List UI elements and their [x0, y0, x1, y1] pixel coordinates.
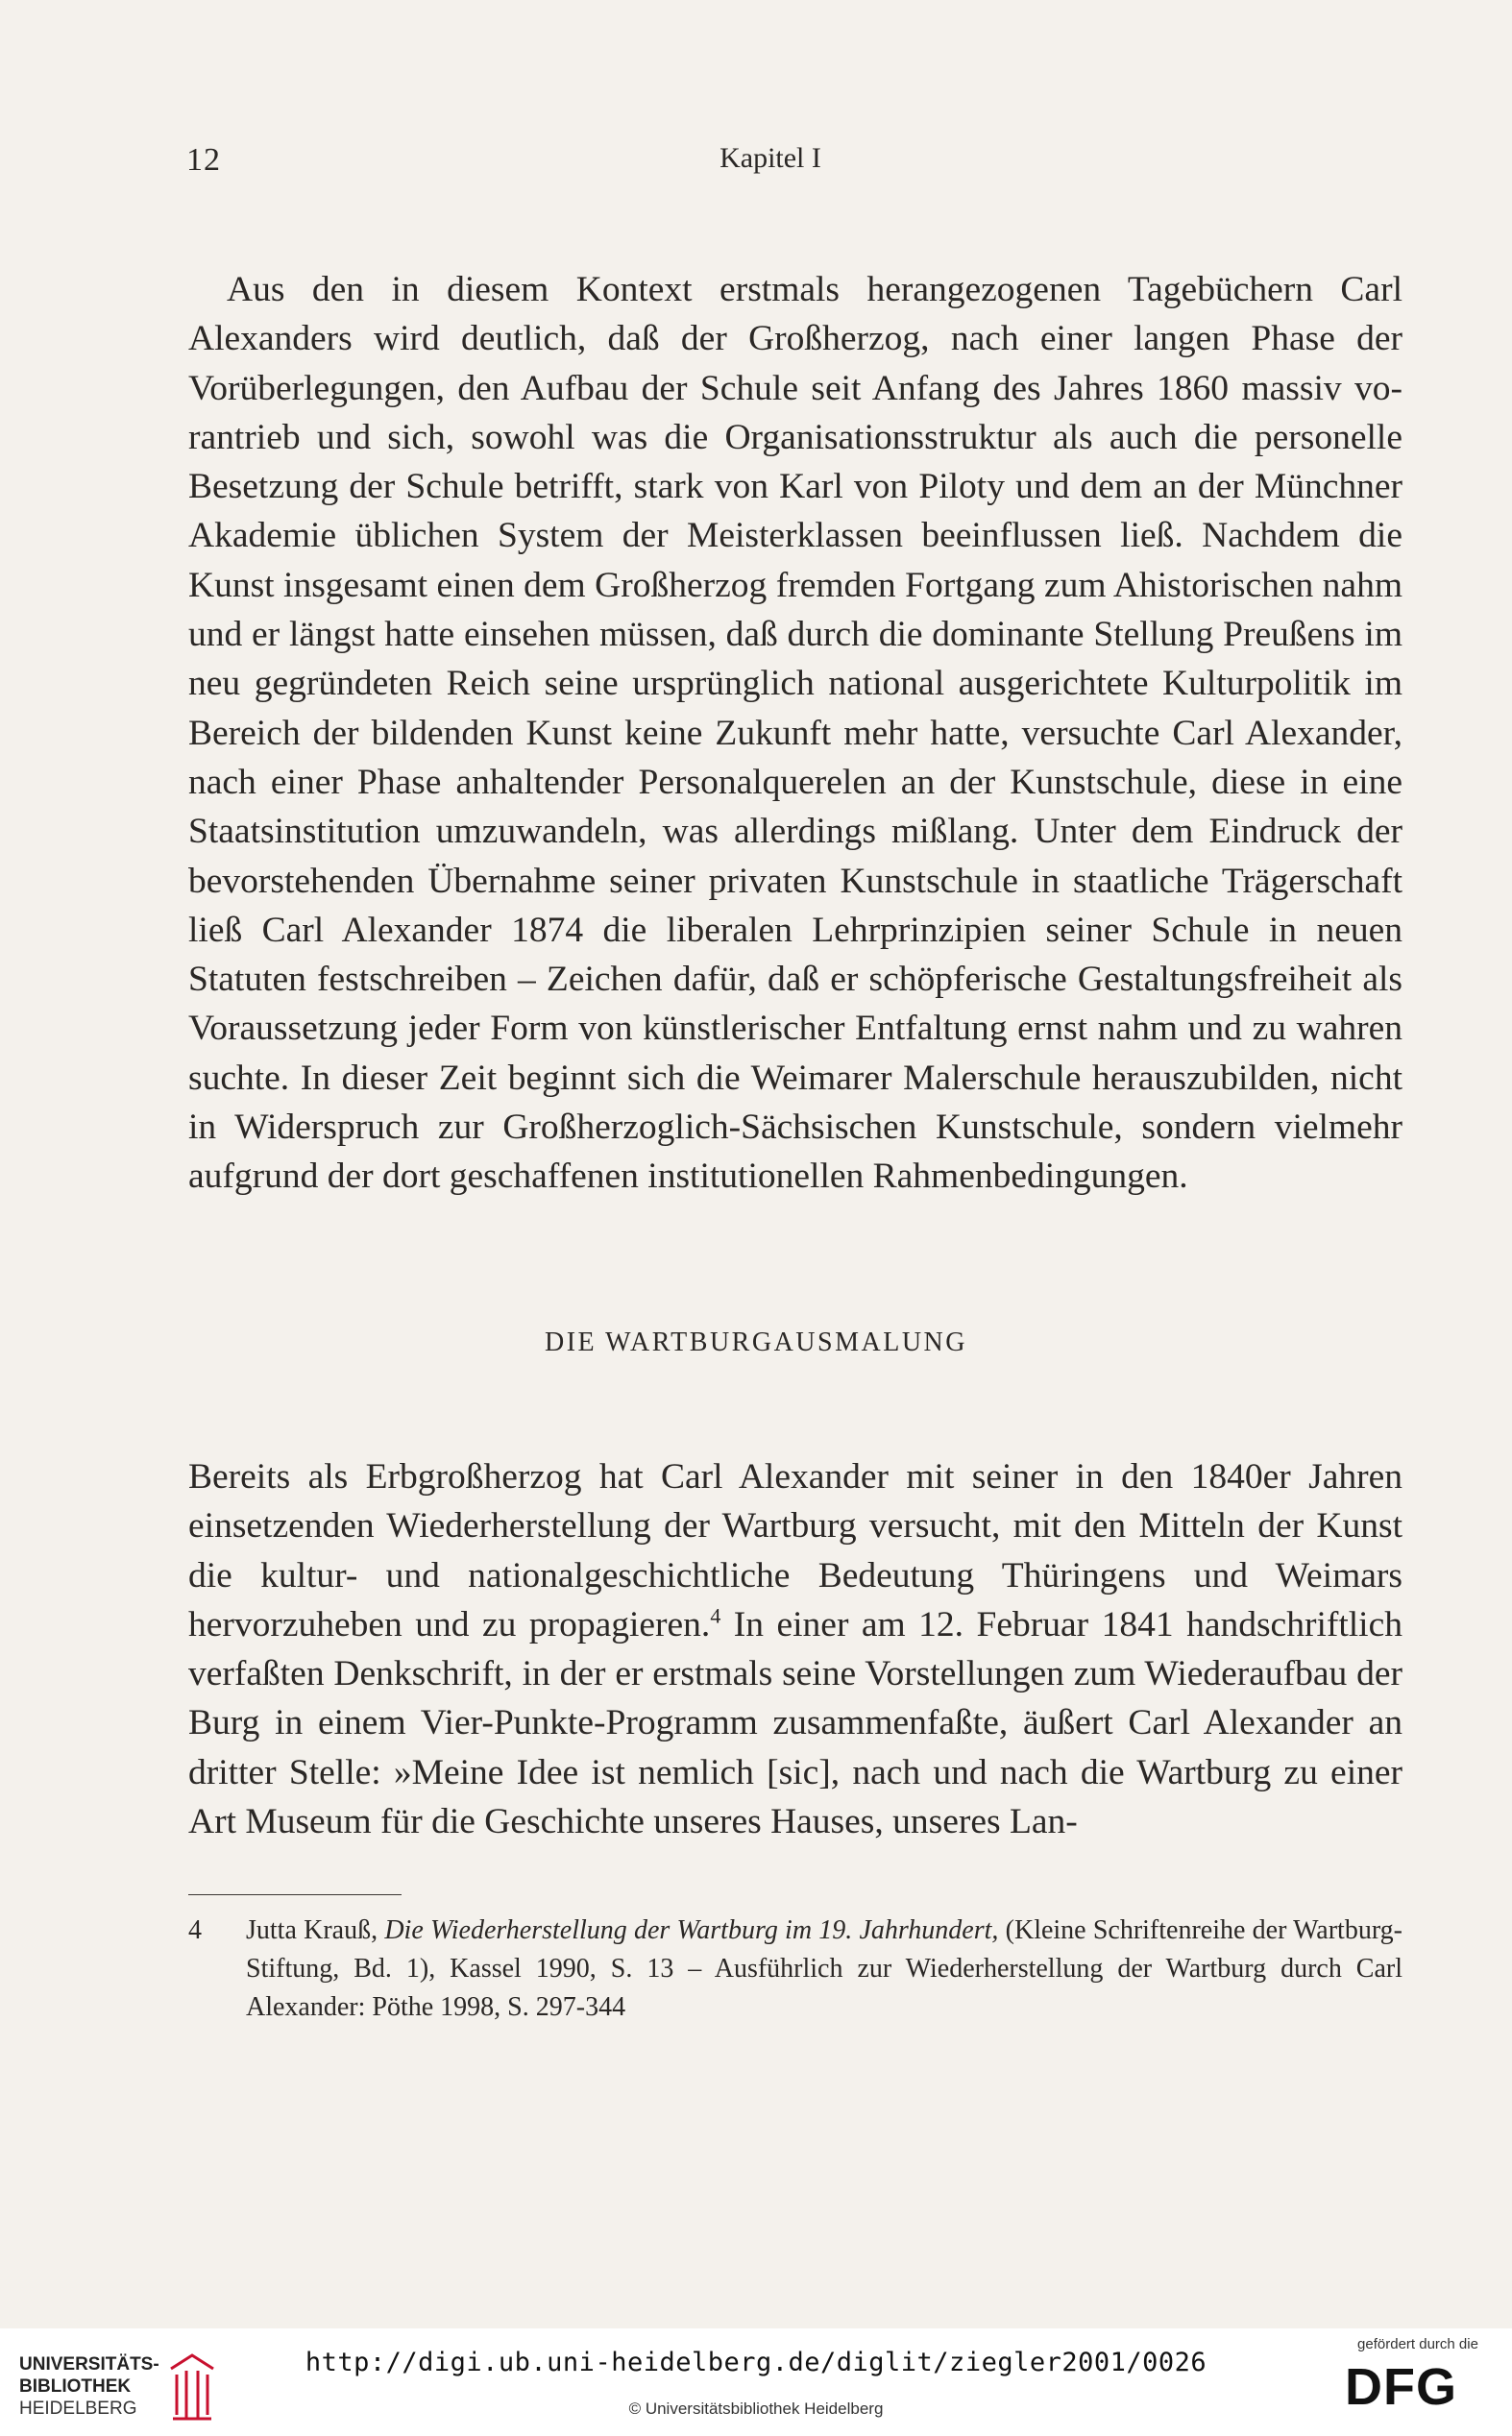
footnote-author: Jutta Krauß, [246, 1915, 385, 1945]
copyright-notice: © Universitätsbibliothek Heidelberg [628, 2399, 884, 2418]
page-header [0, 142, 1512, 184]
paragraph-2-text-b: In einer am 12. Februar 1841 handschriftlich verfaßten Denkschrift, in der er erstmals seine Vorstellungen zum Wiederaufbau der Burg in einem Vier-Punkte-Programm zusammenfaßte, äußert Carl Alexander an dritter Stelle: »Meine Idee ist nemlich [sic], nach und nach die Wartburg zu einer Art Museum für die Geschichte unseres Hauses, unseres Lan- [188, 1604, 1403, 1842]
dfg-logo-icon: DFG [1345, 2358, 1457, 2416]
paragraph-1: Aus den in diesem Kontext erstmals herangezogenen Tagebüchern Carl Alexanders wird deutlich, daß der Großherzog, nach einer langen Phase der Vorüberlegungen, den Aufbau der Schule seit Anfang des Jahres 1860 massiv vorantrieb und sich, sowohl was die Organisationsstruktur als auch die personelle Besetzung der Schule betrifft, stark von Karl von Piloty und dem an der Münchner Akademie üblichen System der Meisterklassen beeinflussen ließ. Nachdem die Kunst insgesamt einen dem Großherzog fremden Fortgang zum Ahistorischen nahm und er längst hatte einsehen müssen, daß durch die dominante Stellung Preußens im neu gegründeten Reich seine ursprünglich national ausgerichtete Kulturpolitik im Bereich der bildenden Kunst keine Zukunft mehr hatte, versuchte Carl Alexander, nach einer Phase anhaltender Personalquerelen an der Kunstschule, diese in eine Staatsinstitution umzuwandeln, was allerdings mißlang. Unter dem Eindruck der bevorstehenden Übernahme seiner privaten Kunstschule in staatliche Trägerschaft ließ Carl Alexander 1874 die liberalen Lehrprinzipien seiner Schule in neuen Statuten festschreiben – Zeichen dafür, daß er schöpferische Gestaltungsfreiheit als Voraussetzung jeder Form von künstlerischer Entfaltung ernst nahm und zu wahren suchte. In dieser Zeit beginnt sich die Weimarer Malerschule herauszubilden, nicht in Widerspruch zur Großherzoglich-Sächsischen Kunstschule, sondern vielmehr aufgrund der dort geschaffenen institutionellen Rahmenbedingungen. [188, 270, 1402, 1197]
section-heading: DIE WARTBURGAUSMALUNG [545, 1328, 967, 1357]
library-name-line-2: BIBLIOTHEK [19, 2376, 132, 2397]
paragraph-2-text-a: Bereits als Erbgroßherzog hat Carl Alexander mit seiner in den 1840er Jahren einsetzenden Wiederherstellung der Wartburg versucht, mit den Mitteln der Kunst die kultur- und nationalgeschichtliche Bedeutung Thüringens und Weimars hervorzuheben und zu propagieren. [188, 1457, 1402, 1644]
footnote-rest: (Kleine Schriftenreihe der Wartburg-Stiftung, Bd. 1), Kassel 1990, S. 13 – Ausführlich zur Wiederherstellung der Wartburg durch Carl Alexander: Pöthe 1998, S. 297-344 [246, 1915, 1402, 2022]
footnote-reference: 4 [710, 1603, 721, 1628]
footnote [188, 1912, 1402, 2027]
digitization-footer [0, 2328, 1512, 2436]
footnote-title: Die Wiederherstellung der Wartburg im 19. Jahrhundert, [384, 1915, 999, 1945]
running-head: Kapitel I [719, 142, 821, 174]
library-name-line-1: UNIVERSITÄTS- [19, 2354, 159, 2375]
funder-label: gefördert durch die [1357, 2336, 1478, 2352]
footnote-text [246, 1912, 1402, 2027]
footnote-number: 4 [188, 1915, 202, 1945]
permalink-url[interactable]: http://digi.ub.uni-heidelberg.de/diglit/ziegler2001/0026 [305, 2348, 1207, 2377]
page-number: 12 [186, 142, 221, 178]
library-name-line-3: HEIDELBERG [19, 2399, 137, 2419]
paragraph-2 [188, 1452, 1402, 1846]
footnote-divider [188, 1894, 402, 1895]
